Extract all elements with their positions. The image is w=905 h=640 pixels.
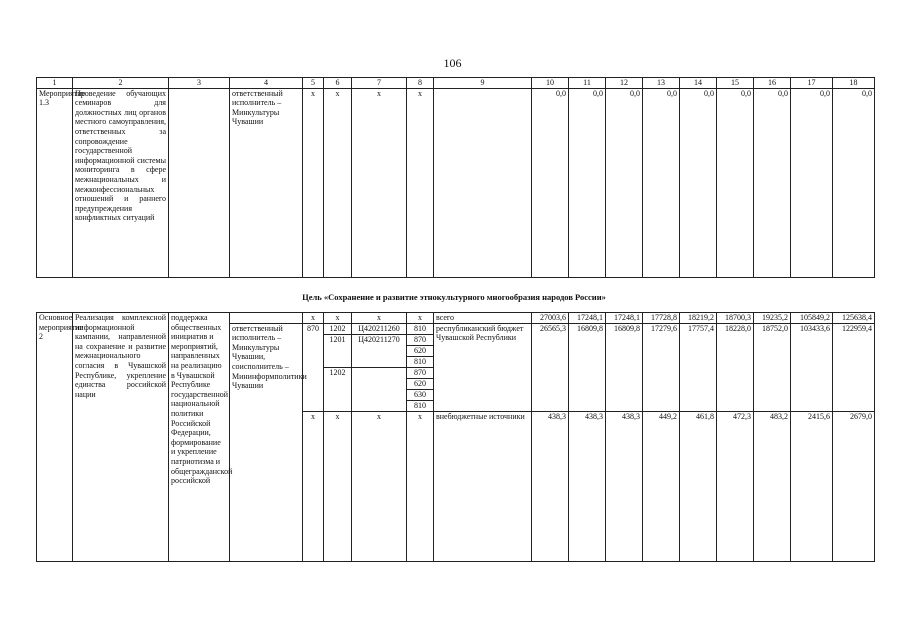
section-code: x [324, 411, 352, 561]
value-cell: 0,0 [717, 88, 754, 277]
event-name: Реализация комплексной информационной кампании, направленной на сохранение и развитие межнационального согласия в Чувашской Республике, укрепление единства российской нации [73, 313, 169, 562]
event-executor: ответственный исполнитель – Минкультуры Чувашии, соисполнитель – Мининформполитики Чувашии [230, 323, 303, 561]
col-header: 12 [606, 78, 643, 89]
col-header: 14 [680, 78, 717, 89]
table-row [37, 313, 875, 324]
col-header: 6 [324, 78, 352, 89]
expense-code: x [407, 88, 434, 277]
empty-cell [230, 313, 303, 324]
col-header: 4 [230, 78, 303, 89]
expense-code: 810 [407, 356, 434, 367]
target-code: Ц420211260 [352, 323, 407, 334]
value-cell: 17757,4 [680, 323, 717, 411]
value-cell: 122959,4 [833, 323, 875, 411]
goal-title: Цель «Сохранение и развитие этнокультурного многообразия народов России» [302, 292, 606, 302]
value-cell: 0,0 [532, 88, 569, 277]
event-code: Основное мероприятие 2 [37, 313, 73, 562]
value-cell: 27003,6 [532, 313, 569, 324]
value-cell: 125638,4 [833, 313, 875, 324]
event-goal: поддержка общественных инициатив и мероприятий, направленных на реализацию в Чувашской Республике государственной национальной политики Российской Федерации, формирование и укрепление патриотизма и общегражданской российской [169, 313, 230, 562]
value-cell: 19235,2 [754, 313, 791, 324]
grbs-code: x [303, 411, 324, 561]
col-header: 2 [73, 78, 169, 89]
value-cell: 461,8 [680, 411, 717, 561]
section-code: 1202 [324, 323, 352, 334]
col-header: 15 [717, 78, 754, 89]
target-code [352, 367, 407, 411]
col-header: 1 [37, 78, 73, 89]
col-header: 18 [833, 78, 875, 89]
section-code: x [324, 88, 352, 277]
value-cell: 483,2 [754, 411, 791, 561]
value-cell: 0,0 [606, 88, 643, 277]
target-code: Ц420211270 [352, 334, 407, 367]
table-part-2 [36, 312, 875, 562]
col-header: 8 [407, 78, 434, 89]
value-cell: 438,3 [569, 411, 606, 561]
col-header: 3 [169, 78, 230, 89]
funding-source: внебюджетные источники [434, 411, 532, 561]
value-cell: 2679,0 [833, 411, 875, 561]
expense-code: 870 [407, 367, 434, 378]
value-cell: 438,3 [532, 411, 569, 561]
value-cell: 105849,2 [791, 313, 833, 324]
expense-code: 620 [407, 378, 434, 389]
value-cell: 0,0 [569, 88, 606, 277]
col-header: 7 [352, 78, 407, 89]
value-cell: 449,2 [643, 411, 680, 561]
value-cell: 0,0 [754, 88, 791, 277]
grbs-code: x [303, 313, 324, 324]
funding-source: республиканский бюджет Чувашской Республики [434, 323, 532, 411]
event-code: Мероприятие 1.3 [37, 88, 73, 277]
value-cell: 18219,2 [680, 313, 717, 324]
value-cell: 17248,1 [569, 313, 606, 324]
value-cell: 16809,8 [569, 323, 606, 411]
value-cell: 17728,8 [643, 313, 680, 324]
value-cell: 0,0 [791, 88, 833, 277]
target-code: x [352, 88, 407, 277]
value-cell: 18752,0 [754, 323, 791, 411]
value-cell: 18228,0 [717, 323, 754, 411]
value-cell: 18700,3 [717, 313, 754, 324]
value-cell: 472,3 [717, 411, 754, 561]
col-header: 5 [303, 78, 324, 89]
target-code: x [352, 411, 407, 561]
col-header: 17 [791, 78, 833, 89]
value-cell: 0,0 [833, 88, 875, 277]
grbs-code: 870 [303, 323, 324, 411]
value-cell: 17279,6 [643, 323, 680, 411]
col-header: 11 [569, 78, 606, 89]
expense-code: 810 [407, 323, 434, 334]
expense-code: 810 [407, 400, 434, 411]
value-cell: 0,0 [680, 88, 717, 277]
funding-source: всего [434, 313, 532, 324]
value-cell: 0,0 [643, 88, 680, 277]
col-header: 13 [643, 78, 680, 89]
event-executor: ответственный исполнитель – Минкультуры Чувашии [230, 88, 303, 277]
page-number: 106 [443, 56, 462, 70]
event-goal [169, 88, 230, 277]
col-header: 9 [434, 78, 532, 89]
grbs-code: x [303, 88, 324, 277]
col-header: 10 [532, 78, 569, 89]
value-cell: 438,3 [606, 411, 643, 561]
value-cell: 26565,3 [532, 323, 569, 411]
section-code: 1201 [324, 334, 352, 367]
value-cell: 2415,6 [791, 411, 833, 561]
header-row [37, 78, 875, 89]
value-cell: 103433,6 [791, 323, 833, 411]
expense-code: x [407, 313, 434, 324]
table-row [37, 88, 875, 277]
value-cell: 17248,1 [606, 313, 643, 324]
value-cell: 16809,8 [606, 323, 643, 411]
table-part-1 [36, 77, 875, 278]
section-code: x [324, 313, 352, 324]
section-code: 1202 [324, 367, 352, 411]
expense-code: x [407, 411, 434, 561]
expense-code: 620 [407, 345, 434, 356]
col-header: 16 [754, 78, 791, 89]
funding-source [434, 88, 532, 277]
expense-code: 630 [407, 389, 434, 400]
expense-code: 870 [407, 334, 434, 345]
event-name: Проведение обучающих семинаров для должностных лиц органов местного самоуправления, ответственных за сопровождение государственной информационной системы мониторинга в сфере межнациональных и межконфессиональных отношений и раннего предупреждения конфликтных ситуаций [73, 88, 169, 277]
target-code: x [352, 313, 407, 324]
